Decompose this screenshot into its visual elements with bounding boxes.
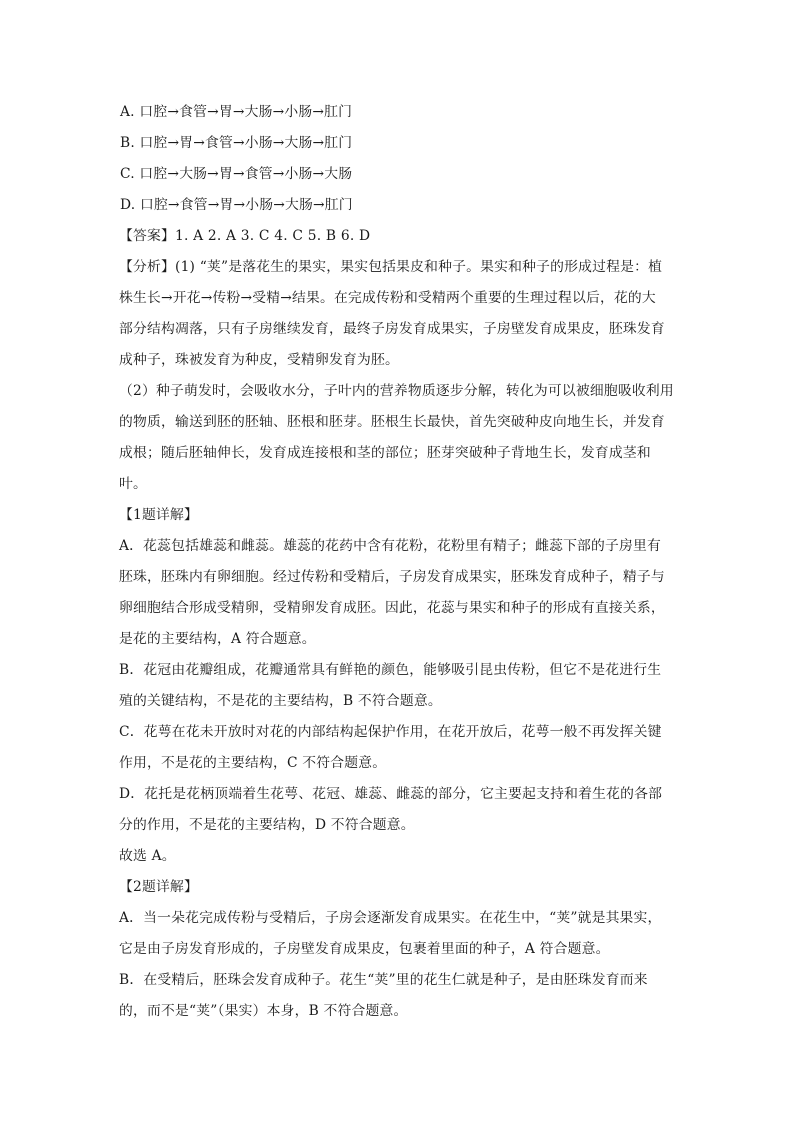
analysis-line: 【分析】(1) “荚”是落花生的果实，果实包括果皮和种子。果实和种子的形成过程是：植 bbox=[119, 259, 663, 275]
answer-key-line: 【答案】1. A 2. A 3. C 4. C 5. B 6. D bbox=[119, 228, 371, 244]
q1-line: 卵细胞结合形成受精卵，受精卵发育成胚。因此，花蕊与果实和种子的形成有直接关系， bbox=[119, 600, 665, 616]
q1-line: 是花的主要结构，A 符合题意。 bbox=[119, 631, 316, 647]
q1-line: D．花托是花柄顶端着生花萼、花冠、雄蕊、雌蕊的部分，它主要起支持和着生花的各部 bbox=[119, 786, 663, 802]
analysis-line: 部分结构凋落，只有子房继续发育，最终子房发育成果实，子房壁发育成果皮，胚珠发育 bbox=[119, 321, 665, 337]
analysis-line: 成根；随后胚轴伸长，发育成连接根和茎的部位；胚芽突破种子背地生长，发育成茎和 bbox=[119, 445, 651, 461]
analysis-line: 成种子，珠被发育为种皮，受精卵发育为胚。 bbox=[119, 352, 399, 368]
q2-line: 它是由子房发育形成的，子房壁发育成果皮，包裹着里面的种子，A 符合题意。 bbox=[119, 941, 610, 957]
q1-line: A．花蕊包括雄蕊和雌蕊。雄蕊的花药中含有花粉，花粉里有精子；雌蕊下部的子房里有 bbox=[119, 538, 662, 554]
q1-line: 分的作用，不是花的主要结构，D 不符合题意。 bbox=[119, 817, 415, 833]
analysis-line: 的物质，输送到胚的胚轴、胚根和胚芽。胚根生长最快，首先突破种皮向地生长，并发育 bbox=[119, 414, 665, 430]
answer-content bbox=[119, 97, 681, 1027]
q1-line: 胚珠，胚珠内有卵细胞。经过传粉和受精后，子房发育成果实，胚珠发育成种子，精子与 bbox=[119, 569, 665, 585]
q1-line: 殖的关键结构，不是花的主要结构，B 不符合题意。 bbox=[119, 693, 442, 709]
option-a: A. 口腔→食管→胃→大肠→小肠→肛门 bbox=[120, 104, 353, 120]
q1-line: 作用，不是花的主要结构，C 不符合题意。 bbox=[119, 755, 387, 771]
q1-conclusion: 故选 A。 bbox=[119, 848, 176, 864]
q2-line: B．在受精后，胚珠会发育成种子。花生“荚”里的花生仁就是种子，是由胚珠发育而来 bbox=[119, 972, 648, 988]
q2-line: 的，而不是“荚”（果实）本身，B 不符合题意。 bbox=[119, 1003, 408, 1019]
q1-heading: 【1题详解】 bbox=[119, 507, 198, 523]
option-c: C. 口腔→大肠→胃→食管→小肠→大肠 bbox=[120, 166, 353, 182]
analysis-line: 叶。 bbox=[119, 476, 147, 492]
option-b: B. 口腔→胃→食管→小肠→大肠→肛门 bbox=[120, 135, 353, 151]
option-d: D. 口腔→食管→胃→小肠→大肠→肛门 bbox=[120, 197, 353, 213]
analysis-line: （2）种子萌发时，会吸收水分，子叶内的营养物质逐步分解，转化为可以被细胞吸收利用 bbox=[119, 383, 674, 399]
q1-line: B．花冠由花瓣组成，花瓣通常具有鲜艳的颜色，能够吸引昆虫传粉，但它不是花进行生 bbox=[119, 662, 662, 678]
q2-line: A．当一朵花完成传粉与受精后，子房会逐渐发育成果实。在花生中，“荚”就是其果实， bbox=[119, 910, 662, 926]
q2-heading: 【2题详解】 bbox=[119, 879, 198, 895]
analysis-line: 株生长→开花→传粉→受精→结果。在完成传粉和受精两个重要的生理过程以后，花的大 bbox=[119, 290, 656, 306]
q1-line: C．花萼在花未开放时对花的内部结构起保护作用，在花开放后，花萼一般不再发挥关键 bbox=[119, 724, 662, 740]
